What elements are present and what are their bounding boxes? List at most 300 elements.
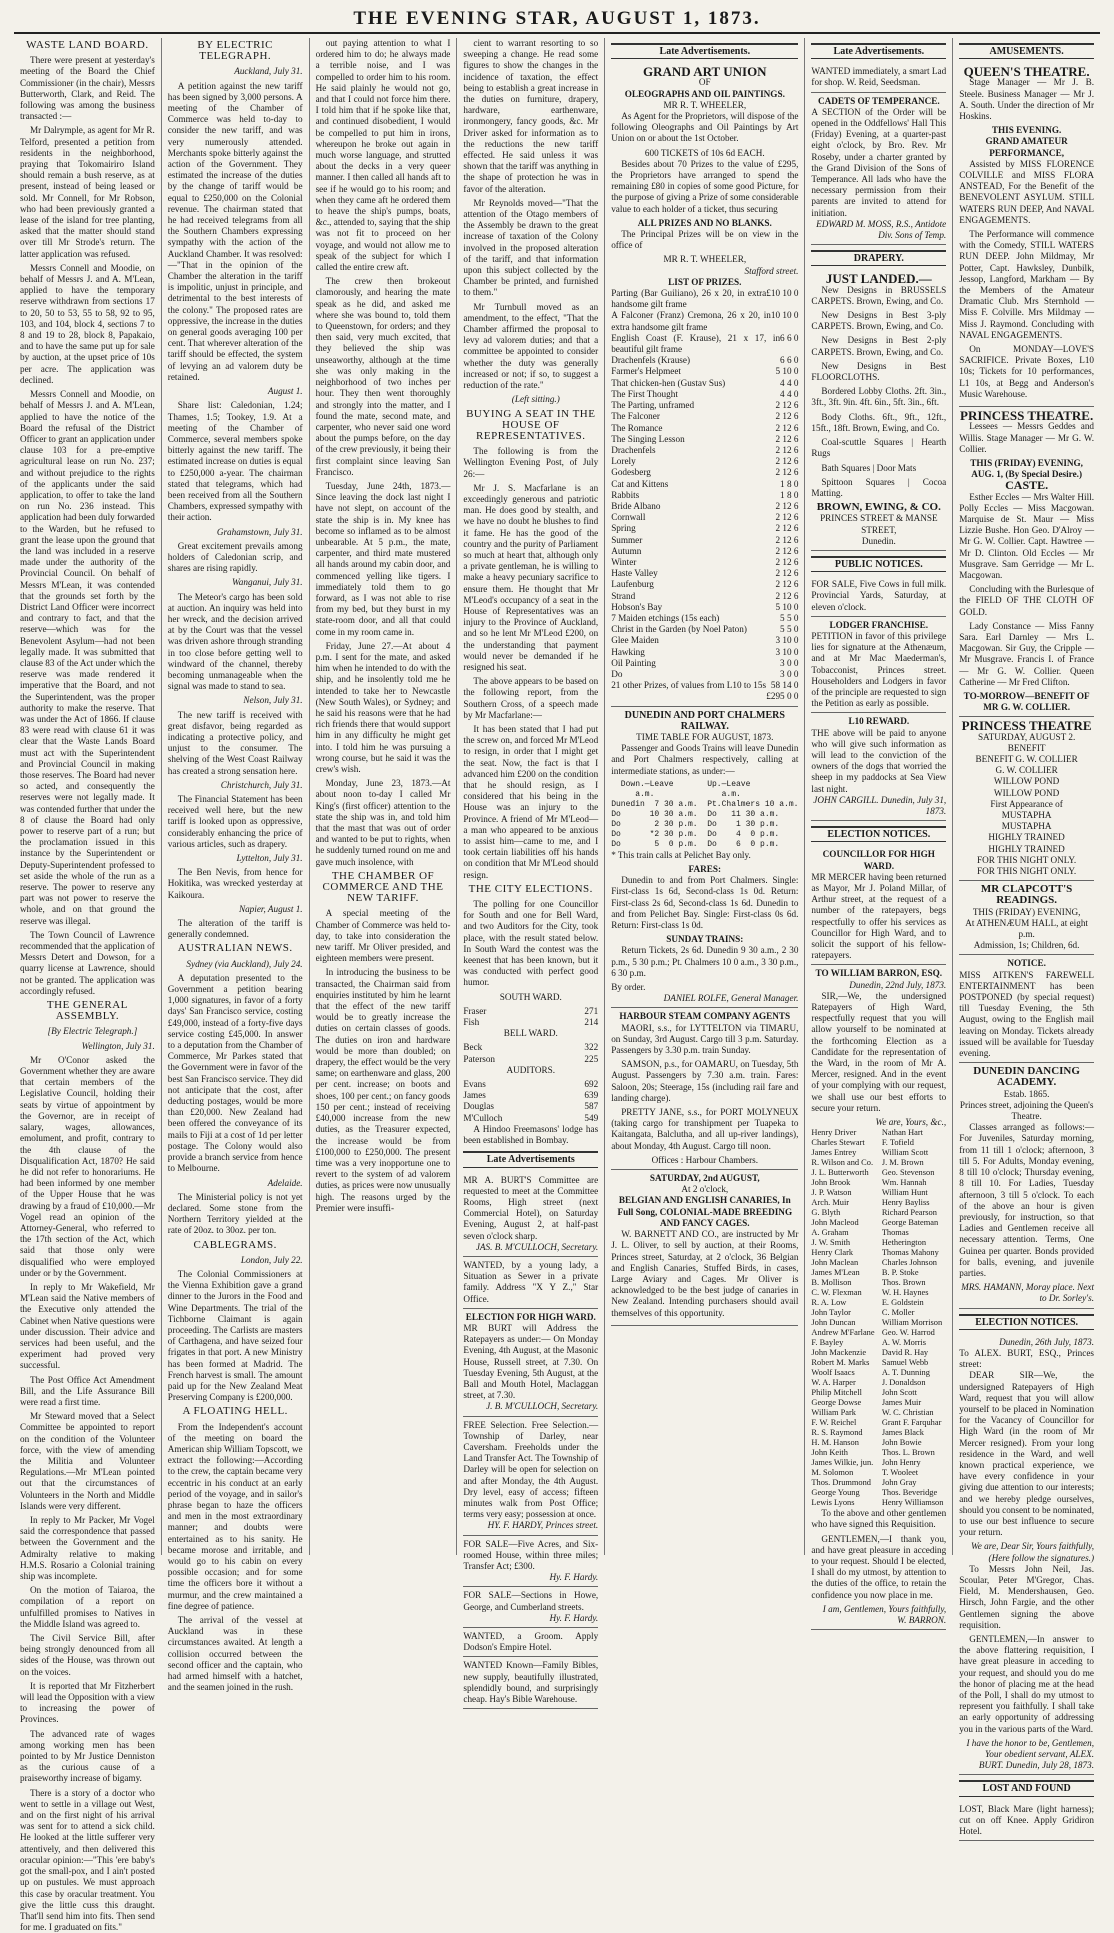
signatory-list	[811, 1128, 946, 1508]
ad-text: OF	[698, 77, 711, 88]
ad-text: New Designs in Best FLOORCLOTHS.	[811, 360, 947, 383]
prize-name: The Falconer	[611, 411, 660, 422]
signatory-name: A. W. Morris	[881, 1338, 927, 1348]
ad-text: The Principal Prizes will be on view in the office of	[611, 229, 799, 251]
section-public-notices: PUBLIC NOTICES.	[811, 556, 946, 572]
article-paragraph: Tuesday, June 24th, 1873.—Since leaving the dock last night I have not slept, on account of the state the ship is in. My knee has become so inflamed as to be almost unbearable. At 5 p.m., the mate, carpenter, and third mate mustered all hands around my cabin door, and commenced yelling like tigers. I immediately told them to go forward, as I was not able to rise from my bed, but they burst in my state-room door, and all that could come in my room came in.	[315, 480, 451, 637]
prize-name: Drachenfels (Krause)	[611, 355, 691, 366]
article-paragraph: The advanced rate of wages among working men has been pointed to by Mr Justice Denniston as the curious cause of a praiseworthy increase of bigamy.	[20, 1728, 155, 1784]
ward-label: BELL WARD.	[503, 1028, 558, 1039]
article-paragraph: A petition against the new tariff has been signed by 3,000 persons. A meeting of the Chamber of Commerce was held to-day to consider the new tariff, and was very numerously attended. Merchants spoke bitterly against the action of the Government. They estimated the increase of the duties by the change of tariff would be equal to £250,000 on the Colonial revenue. The chairman stated that he had received telegrams from all the Southern Chambers expressing sympathy with the action of the Auckland Chamber. It was resolved:—"That in the opinion of the Chamber the alteration in the tariff is impolitic, unjust in principle, and detrimental to the best interests of the colony." The proposed rates are oppressive, the increase in the duties on general goods averaging 100 per cent. That wherever alteration of the tariff should be effected, the system of levying an ad valorem duty be retained.	[167, 80, 303, 382]
ad-text: Dunedin.	[861, 535, 896, 546]
ward-label: SOUTH WARD.	[499, 991, 562, 1002]
signatory-name: A. Graham	[811, 1228, 849, 1238]
signatory-name: John Maclean	[811, 1258, 859, 1268]
candidate-name: Evans	[463, 1079, 486, 1090]
prize-row	[611, 434, 798, 445]
letter-date: Dunedin, 26th July, 1873.	[999, 1336, 1095, 1347]
article-paragraph: The Ben Nevis, from hence for Hokitika, was wrecked yesterday at Kaikoura.	[167, 867, 303, 900]
lost-advertisement	[959, 1801, 1094, 1842]
prize-name: Lorely	[611, 456, 636, 467]
signatory-name: John Gray	[881, 1478, 917, 1488]
ad-text: Offices : Harbour Chambers.	[651, 1154, 759, 1165]
harbour-steam-advertisement	[611, 1008, 798, 1170]
ad-title: HARBOUR STEAM COMPANY AGENTS	[619, 1011, 791, 1022]
signatory-name: Lewis Lyons	[811, 1498, 855, 1508]
candidate-name: Paterson	[463, 1053, 496, 1064]
signatory-name: Thomas Mahony	[881, 1248, 939, 1258]
prize-value: 2 12 6	[775, 456, 799, 467]
ad-text: GENTLEMEN,—In answer to the above flattering requisition, I have great pleasure in acceding to your request, and should you do me the honor of placing me at the head of the Poll, I shall do my utmost to represent you faithfully. I shall take an early opportunity of addressing you in the various parts of the Ward.	[959, 1634, 1095, 1734]
section-election-notices: ELECTION NOTICES.	[811, 826, 946, 842]
drapery-advertisement	[811, 270, 946, 550]
sunday-heading: SUNDAY TRAINS:	[666, 934, 744, 945]
signatory-name: F. Bayley	[811, 1338, 844, 1348]
benefit-line: BENEFIT G. W. COLLIER	[975, 753, 1078, 764]
dateline: Christchurch, July 31.	[220, 779, 303, 790]
prize-name	[611, 691, 766, 702]
prize-value: 5 5 0	[780, 624, 799, 635]
signatory-name: J. W. Smith	[811, 1238, 851, 1248]
signatory-name: James Entrey	[811, 1148, 857, 1158]
signatory-name: William Park	[811, 1408, 856, 1418]
advertisement	[463, 1657, 598, 1709]
article-paragraph: Messrs Connell and Moodie, on behalf of Messrs J. and A. M'Lean, applied to have the notice of the Board the refusal of the District Officer to grant an application under clause 103 for a pre-emptive agricultural lease on run No. 237; and without prejudice to the rights of the applicants under the said application, to offer to take the land on run No. 236 instead. This application had been duly forwarded to the Warden, but he refused to grant the lease upon the ground that the land was included in a reserve made under the authority of the Provincial Council. On behalf of Messrs M'Lean, it was contended that the grounds set forth by the District Land Officer were incorrect and contrary to fact, and that the reserve—which was for the Benevolent Asylum—had not been legally made. It was submitted that clause 83 of the Act under which the reserve was made rendered it imperative that the Board, and not the Superintendent, was the proper authority to make the reserve. That was under the Act of 1866. If clause 83 were read with clause 61 it was clear that the Waste Lands Board must act with the Superintendent and Provincial Council in making those reserves. The Board had never so acted, and consequently the reserves were not legally made. It was contended further that under the 8 of clause the Board had only power to reserve part of a run; but the proclamation issued in this instance by the Superintendent or Deputy-Superintendent professed to set aside the whole of the run as a reserve. The power to reserve any part was not power to reserve the whole, and on that ground the reserve was illegal.	[20, 389, 155, 926]
ad-text: THIS (FRIDAY) EVENING,	[972, 906, 1081, 917]
public-notice	[811, 713, 946, 821]
signatory-name: Thomas Hetherington	[881, 1228, 927, 1248]
prize-row	[611, 288, 798, 310]
ad-signature: HY. F. HARDY, Princes street.	[487, 1520, 599, 1531]
signatory-name: David R. Hay	[881, 1348, 929, 1358]
ad-text: PETITION in favor of this privilege lies for signature at the Athenæum, and at Mr Mac Maederman's, Tobacconist, Princes street. Householders and Lodgers in favor of the principle are requested to sign the Petition as early as possible.	[811, 630, 947, 709]
ad-text: GENTLEMEN,—I thank you, and have great pleasure in acceding to your request. Should I be elected, I shall do my utmost, by attention to the duties of the office, to retain the confidence you now place in me.	[811, 1533, 947, 1600]
signatory-name: John Brook	[811, 1178, 851, 1188]
benefit-lines	[959, 743, 1094, 877]
prize-value: £295 0 0	[766, 691, 799, 702]
ad-subtitle: TIME TABLE FOR AUGUST, 1873.	[636, 731, 774, 742]
signatory-name: H. M. Hanson	[811, 1438, 859, 1448]
ad-text: Passenger and Goods Trains will leave Dunedin and Port Chalmers respectively, calling at intermediate stations, as under:—	[611, 743, 799, 776]
prize-row	[611, 467, 798, 478]
article-paragraph: Mr Turnbull moved as an amendment, to the effect, "That the Chamber affirmed the proposal to levy ad valorem duties; and that a committee be appointed to consider whether the duty was generally increased or not; if so, to suggest a reduction of the rate."	[463, 301, 599, 391]
vote-count: 271	[584, 1005, 599, 1016]
article-paragraph: The Post Office Act Amendment Bill, and the Life Assurance Bill were read a first time.	[20, 1374, 155, 1407]
public-notice	[811, 576, 946, 617]
signatory-name: William Morrison	[881, 1318, 943, 1328]
prize-value: 2 12 6	[775, 422, 799, 433]
prize-value: 4 4 0	[780, 377, 799, 388]
prize-row	[611, 366, 798, 377]
section-late-advertisements: Late Advertisements	[463, 1151, 598, 1167]
column-6	[805, 38, 953, 1626]
signatory-name: James M'Lean	[811, 1268, 860, 1278]
ad-text: Bordered Lobby Cloths. 2ft. 3in., 3ft., 3ft. 9in. 4ft. 6in., 5ft. 3in., 6ft.	[811, 386, 947, 408]
result-row	[463, 1054, 598, 1065]
article-paragraph: There were present at yesterday's meeting of the Board the Chief Commissioner (in the chair), Messrs Butterworth, Clark, and Reid. The following was among the business transacted :—	[20, 55, 155, 122]
prize-row	[611, 680, 798, 691]
result-row	[463, 1113, 598, 1124]
signatory-name: Charles Stewart	[811, 1138, 865, 1148]
signatory-name: Philip Mitchell	[811, 1388, 862, 1398]
ad-signature: I am, Gentlemen, Yours faithfully, W. BARRON.	[822, 1603, 947, 1626]
candidate-name: Beck	[463, 1042, 483, 1053]
train-timetable: Down.—Leave Up.—Leave a.m. a.m. Dunedin 7 30 a.m. Pt.Chalmers 10 a.m. Do 10 30 a.m. Do 11 30 a.m. Do 2 30 p.m. Do 1 30 p.m. Do *2 30 p.m. Do 4 0 p.m. Do 5 0 p.m. Do 6 0 p.m.	[611, 779, 799, 849]
ad-text: Spittoon Squares | Cocoa Matting.	[811, 476, 947, 498]
benefit-line: HIGHLY TRAINED	[988, 843, 1065, 854]
prize-value: 2 12 6	[775, 579, 799, 590]
ad-signature: MRS. HAMANN, Moray place. Next to Dr. Sorley's.	[961, 1282, 1095, 1304]
princess-theatre-advertisement	[959, 407, 1094, 717]
advertisement	[463, 1172, 598, 1257]
ad-text: WANTED, a Groom. Apply Dodson's Empire Hotel.	[463, 1631, 599, 1653]
signatory-name: Wm. Hannah	[881, 1178, 927, 1188]
benefit-line: G. W. COLLIER	[995, 765, 1058, 776]
ad-text: New Designs in BRUSSELS CARPETS. Brown, Ewing, and Co.	[811, 284, 947, 306]
signatory-name: Henry Williamson	[881, 1498, 944, 1508]
burt-requisition	[959, 1334, 1094, 1776]
dateline: Auckland, July 31.	[234, 66, 303, 77]
letter-date: Dunedin, 22nd July, 1873.	[849, 979, 947, 990]
prize-value: 2 12 6	[775, 512, 799, 523]
prize-name: The Parting, unframed	[611, 400, 695, 411]
dateline: Grahamstown, July 31.	[216, 526, 303, 537]
signatory-name: F. W. Reichel	[811, 1418, 857, 1428]
ad-text: MR A. BURT'S Committee are requested to meet at the Committee Rooms, High street (next Commercial Hotel), on Saturday Evening, August 2, at half-past seven o'clock sharp.	[463, 1174, 599, 1241]
article-heading-floating-hell: A FLOATING HELL.	[182, 1405, 288, 1418]
prize-value: 2 12 6	[775, 444, 799, 455]
section-amusements: AMUSEMENTS.	[959, 43, 1094, 59]
signatory-name: John Keith	[811, 1448, 848, 1458]
signatory-name: Thos. Drummond	[811, 1478, 871, 1488]
prize-name: Hawking	[611, 646, 645, 657]
prize-value: 58 14 0	[770, 680, 799, 691]
prize-row	[611, 490, 798, 501]
auction-advertisement	[611, 1170, 798, 1326]
ad-text: DEAR SIR—We, the undersigned Ratepayers of High Ward, request that you will allow yourself to be placed in Nomination for the Vacancy of Councillor for High Ward (in the room of Mr Mercer resigned). From your long residence in the Ward, and well known practical experience, we have every confidence in your giving due attention to our interests; and we hereby pledge ourselves, should you consent to be nominated, to use our best influence to secure your return.	[959, 1370, 1095, 1538]
signatory-name: Richard Pearson	[881, 1208, 937, 1218]
ad-text: FOR SALE, Five Cows in full milk. Provincial Yards, Saturday, at eleven o'clock.	[811, 579, 947, 612]
ad-text: WANTED Known—Family Bibles, new supply, beautifully illustrated, splendidly bound, and surprisingly cheap. Hay's Bible Warehouse.	[463, 1660, 599, 1705]
ad-text: Estab. 1865.	[1003, 1088, 1050, 1099]
signatory-name: Geo. Stevenson	[881, 1168, 935, 1178]
prize-row	[611, 423, 798, 434]
signatory-name: T. Wooleet	[881, 1468, 919, 1478]
prize-row	[611, 635, 798, 646]
prize-row	[611, 602, 798, 613]
article-heading-cablegrams: CABLEGRAMS.	[193, 1238, 277, 1251]
prize-name: Parting (Bar Guiliano), 26 x 20, in extra handsome gilt frame	[611, 288, 767, 310]
signatory-name: C. Moller	[881, 1308, 915, 1318]
notice-advertisement	[959, 955, 1094, 1063]
signatory-name: A. T. Dunning	[881, 1368, 930, 1378]
column-2	[162, 38, 310, 1693]
prize-value: £10 10 0	[766, 288, 799, 299]
prize-value: 3 10 0	[775, 635, 799, 646]
signatory-name: W. A. Harper	[811, 1378, 856, 1388]
ad-text: MISS AITKEN'S FAREWELL ENTERTAINMENT has been POSTPONED (by special request) till Tuesday Evening, the 5th August, owing to the English mail leaving on Monday. Tickets already issued will be available for Tuesday evening.	[959, 969, 1095, 1059]
candidate-name: Fraser	[463, 1005, 487, 1016]
ad-text: Admission, 1s; Children, 6d.	[973, 940, 1080, 951]
prize-list-heading: LIST OF PRIZES.	[668, 276, 742, 287]
signatory-name: W. C. Christian	[881, 1408, 934, 1418]
prize-row	[611, 691, 798, 702]
result-row	[463, 1101, 598, 1112]
advertisement	[463, 1257, 598, 1309]
prize-value: 2 12 6	[775, 400, 799, 411]
fares-heading: FARES:	[688, 864, 722, 874]
ad-text: THIS EVENING.	[991, 125, 1062, 136]
benefit-line: MUSTAPHA	[1001, 821, 1052, 832]
prize-name: The Romance	[611, 422, 663, 433]
advertisement	[463, 1536, 598, 1588]
advertisement	[463, 1417, 598, 1536]
ad-signature: Hy. F. Hardy.	[549, 1612, 599, 1623]
article-paragraph: It is reported that Mr Fitzherbert will lead the Opposition with a view to increasing the power of Provinces.	[20, 1680, 155, 1725]
dateline: Adelaide.	[267, 1177, 303, 1188]
prize-name: Hobson's Bay	[611, 601, 663, 612]
ad-text: W. BARNETT AND CO., are instructed by Mr J. L. Oliver, to sell by auction, at their Rooms, Princes street, Saturday, at 2 o'clock, 36 Belgian and English Canaries, Stuffed Birds, in cases, Large Aviary and Cages. Mr Oliver is acknowledged to be the best judge of canaries in New Zealand. Intending purchasers should avail themselves of this opportunity.	[611, 1229, 799, 1318]
advertisement	[811, 93, 946, 246]
ad-text: Stage Manager — Mr J. B. Steele. Business Manager — Mr J. A. South. Under the direction of Mr Hoskins.	[959, 77, 1095, 122]
firm-name: BROWN, EWING, & CO.	[816, 501, 941, 514]
signatory-name: Thos. L. Brown	[881, 1448, 935, 1458]
prize-value: 2 12 6	[775, 590, 799, 601]
ad-text: FOR SALE—Sections in Howe, George, and Cumberland streets.	[463, 1590, 599, 1612]
prize-name: Winter	[611, 556, 637, 567]
signatory-name: Henry Driver	[811, 1128, 857, 1138]
prize-row	[611, 568, 798, 579]
prize-row	[611, 456, 798, 467]
ad-text: 600 TICKETS of 10s 6d EACH.	[644, 147, 765, 158]
ad-text: SIR,—We, the undersigned Ratepayers of High Ward, respectfully request that you will allow yourself to be nominated at the forthcoming Election as a Candidate for the representation of the Ward, in the room of Mr A. Mercer, resigned. And in the event of your complying with our request, we shall use our best efforts to secure your return.	[811, 990, 947, 1113]
dateline: London, July 22.	[240, 1254, 303, 1265]
prize-value: 2 12 6	[775, 556, 799, 567]
dateline: Nelson, July 31.	[243, 695, 303, 706]
ad-text: At 2 o'clock,	[681, 1184, 729, 1195]
signatory-name: Grant F. Farquhar	[881, 1418, 942, 1428]
article-paragraph: Mr Steward moved that a Select Committee be appointed to report on the condition of the Volunteer force, with the view of amending the Militia and Volunteer Regulations.—Mr M'Lean pointed out that the circumstances of Volunteers in the North and Middle Islands were very different.	[20, 1411, 155, 1511]
prize-row	[611, 579, 798, 590]
readings-advertisement	[959, 881, 1094, 955]
vote-count: 214	[584, 1017, 599, 1028]
vote-count: 322	[584, 1042, 599, 1053]
signatory-name: James Wilkie, jun.	[811, 1458, 874, 1468]
prize-name: Christ in the Garden (by Noel Paton)	[611, 624, 747, 635]
signatory-name: John Mackenzie	[811, 1348, 867, 1358]
prize-name: 7 Maiden etchings (15s each)	[611, 612, 720, 623]
ad-text: MR R. T. WHEELER,	[663, 254, 747, 265]
prize-name: English Coast (F. Krause), 21 x 17, in beautiful gilt frame	[611, 332, 781, 355]
article-paragraph: It has been stated that I had put the screw on, and forced Mr M'Leod to resign, in order that I might get the seat. Now, the fact is that I advanced him £200 on the condition that he should resign, as I considered that his being in the House was an injury to the Province. A friend of Mr M'Leod—a man who appeared to be anxious to assist him—came to me, and I took certain liabilities off his hands on condition that Mr M'Leod should resign.	[463, 723, 599, 880]
ad-text: THIS (FRIDAY) EVENING, AUG. 1, (By Special Desire.)	[970, 457, 1083, 480]
signatory-name: Nathan Hart	[881, 1128, 923, 1138]
ad-signature: We are, Dear Sir, Yours faithfully, (Here follow the signatures.)	[970, 1541, 1095, 1563]
ad-title: SATURDAY, 2nd AUGUST,	[649, 1173, 760, 1184]
prize-value: 5 5 0	[780, 612, 799, 623]
prize-row	[611, 647, 798, 658]
prize-row	[611, 445, 798, 456]
section-late-advertisements: Late Advertisements.	[611, 43, 798, 59]
ad-text: Return Tickets, 2s 6d. Dunedin 9 30 a.m., 2 30 p.m., 5 30 p.m.; Pt. Chalmers 10 0 a.m., 3 30 p.m., 6 30 p.m.	[611, 945, 799, 978]
ad-text: TO-MORROW—BENEFIT OF MR G. W. COLLIER.	[963, 690, 1090, 713]
prize-row	[611, 378, 798, 389]
article-paragraph: Friday, June 27.—At about 4 p.m. I sent for the mate, and asked him when he intended to do with the ship, and he insolently told me he intended to take her to Newcastle (New South Wales), or Sydney; and he said his reasons were that he had rich friends there that would support him in any difficulty he might get into. I told him he was pursuing a wrong course, but he said it was the crew's wish.	[315, 640, 451, 774]
prize-value: 2 12 6	[775, 523, 799, 534]
article-paragraph: A special meeting of the Chamber of Commerce was held to-day, to take into consideration the new tariff. Mr Oliver presided, and eighteen members were present.	[315, 908, 451, 964]
left-sitting-note: (Left sitting.)	[511, 394, 560, 405]
signatory-name: Arch. Muir	[811, 1198, 850, 1208]
advertisement	[811, 63, 946, 92]
candidate-name: M'Culloch	[463, 1112, 503, 1123]
article-paragraph: On the motion of Taiaroa, the compilation of a report on unfulfilled promises to Natives in the Middle Island was agreed to.	[20, 1585, 155, 1629]
prize-name: That chicken-hen (Gustav Sus)	[611, 377, 726, 388]
ad-text: Princes street, adjoining the Queen's Theatre.	[959, 1099, 1094, 1122]
ad-text: Lessees — Messrs Geddes and Willis. Stage Manager — Mr G. W. Collier.	[959, 421, 1095, 454]
article-paragraph: The alteration of the tariff is generally condemned.	[167, 918, 303, 940]
vote-count: 587	[584, 1101, 599, 1112]
ad-signature: Hy. F. Hardy.	[549, 1572, 599, 1583]
ad-heading: L10 REWARD.	[848, 716, 910, 727]
ad-subtitle: OLEOGRAPHS AND OIL PAINTINGS.	[624, 88, 785, 99]
ad-signature: JAS. B. M'CULLOCH, Secretary.	[475, 1241, 599, 1252]
signatory-name: Andrew M'Farlane	[811, 1328, 875, 1338]
benefit-line: FOR THIS NIGHT ONLY.	[977, 854, 1077, 865]
signatory-name: J. P. Watson	[811, 1188, 852, 1198]
signatory-name: E. Goldstein	[881, 1298, 924, 1308]
article-paragraph: out paying attention to what I ordered him to do; he always made a terrible noise, and I was compelled to order him to his room. He said plainly he would not go, and that I could not force him there. I told him that if he spoke like that, and continued disobedient, I would be compelled to put him in irons, whereupon he broke out again in much worse language, and strutted about the decks in a very queer manner. I then called all hands aft to see if he would go to his room; and when they came aft he ordered them to heave the ship's pumps, boats, &c., attended to, saying that the ship was not fit to proceed on her voyage, and would not allow me to speak of the subject for which I called the entire crew aft.	[315, 38, 451, 273]
prize-value: 5 10 0	[775, 366, 799, 377]
ad-title: GRAND ART UNION	[643, 64, 767, 80]
prize-value: 6 6 0	[780, 332, 799, 343]
signatory-name: Robert M. Marks	[811, 1358, 870, 1368]
ad-text: PRETTY JANE, s.s., for PORT MOLYNEUX (taking cargo for transhipment per Tuapeka to Kaitangata, Balclutha, and all up-river landings), about Monday, 4th August. Cargo till noon.	[611, 1107, 799, 1151]
ad-text: MR MERCER having been returned as Mayor, Mr J. Poland Millar, of Arthur street, at the request of a number of the ratepayers, begs respectfully to offer his services as Councillor for High Ward, and to solicit the support of his fellow-ratepayers.	[811, 871, 947, 961]
article-heading-general-assembly: THE GENERAL ASSEMBLY.	[46, 999, 128, 1023]
ad-text: ALL PRIZES AND NO BLANKS.	[637, 217, 772, 228]
article-paragraph: Messrs Connell and Moodie, on behalf of Messrs J. and A. M'Lean, applied to have the temporary reserve withdrawn from sections 17 to 20, 50 to 53, 55 to 58, 92 to 95, 103, and 104, block 4, sections 7 to 8 and 19 to 28, block 8, Papakaio, and to have the same put up for sale by auction, at the upset price of 10s per acre. The application was declined.	[20, 262, 155, 385]
prize-value: 5 10 0	[775, 601, 799, 612]
prize-name: Farmer's Helpmeet	[611, 366, 681, 377]
ad-text: MAORI, s.s., for LYTTELTON via TIMARU, on Sunday, 3rd August. Cargo till 3 p.m. Saturday. Passengers by 3.30 p.m. train Sunday.	[611, 1022, 799, 1056]
prize-name: Oil Painting	[611, 657, 656, 668]
article-paragraph: The above appears to be based on the following report, from the Southern Cross, of a speech made by Mr Macfarlane:—	[463, 676, 599, 720]
prize-name: Cornwall	[611, 512, 646, 523]
ad-text: New Designs in Best 2-ply CARPETS. Brown, Ewing, and Co.	[811, 335, 947, 357]
article-paragraph: The new tariff is received with great disfavor, being regarded as indicating a protective policy, and unjust to the consumer. The shelving of the West Coast Railway has created a strong sensation here.	[167, 709, 303, 776]
vote-count: 639	[584, 1090, 599, 1101]
signatory-name: J. L. Butterworth	[811, 1168, 869, 1178]
prize-name: The Singing Lesson	[611, 433, 685, 444]
signatory-name: John Macleod	[811, 1218, 859, 1228]
prize-value: 1 8 0	[780, 478, 799, 489]
article-paragraph: Share list: Caledonian, 1.24; Thames, 1.5; Tookey, 1.9. At a meeting of the Chamber of Commerce, several members spoke bitterly against the new tariff. The estimated increase on duties is equal to £250,000 a-year. The chairman stated that telegrams, which had been received from all the Southern Chambers, expressed sympathy with their action.	[167, 400, 303, 523]
prize-list	[611, 288, 798, 703]
signatory-name: R. S. Raymond	[811, 1428, 863, 1438]
ad-text: A SECTION of the Order will be opened in the Oddfellows' Hall This (Friday) Evening, at a quarter-past eight o'clock, by Bro. Rev. Mr Roseby, under a charter granted by the Grand Division of the Sons of Temperance. All lads who have the necessary permission from their parents are invited to attend for initiation.	[811, 106, 947, 218]
signatory-name: R. Wilson and Co.	[811, 1158, 874, 1168]
section-drapery: DRAPERY.	[811, 250, 946, 266]
ad-text: MR BURT will Address the Ratepayers as under:— On Monday Evening, 4th August, at the Masonic House, Russell street, at 7.30. On Tuesday Evening, 5th August, at the Ball and Mouth Hotel, Maclaggan street, at 7.30.	[463, 1322, 599, 1401]
signatory-name: M. Solomon	[811, 1468, 854, 1478]
benefit-line: FOR THIS NIGHT ONLY.	[977, 866, 1077, 877]
ad-text: Bath Squares | Door Mats	[821, 462, 917, 473]
prize-row	[611, 546, 798, 557]
signatory-name: James Muir	[881, 1398, 922, 1408]
signatory-name: Samuel Webb	[881, 1358, 929, 1368]
ad-title: PRINCESS THEATRE	[961, 718, 1092, 734]
prize-name: Drachenfels	[611, 444, 656, 455]
ad-text: By order.	[611, 982, 646, 993]
prize-value: 3 0 0	[780, 657, 799, 668]
prize-row	[611, 624, 798, 635]
ad-title: QUEEN'S THEATRE.	[963, 64, 1090, 80]
ad-signature: J. B. M'CULLOCH, Secretary.	[486, 1401, 599, 1412]
advertisement	[463, 1587, 598, 1628]
prize-row	[611, 501, 798, 512]
ad-text: FOR SALE—Five Acres, and Six-roomed House, within three miles; Transfer Act; £300.	[463, 1538, 599, 1571]
prize-value: 10 10 0	[770, 310, 799, 321]
benefit-line: WILLOW POND	[993, 787, 1060, 798]
ad-heading: TO WILLIAM BARRON, ESQ.	[815, 968, 943, 979]
ad-signature: JOHN CARGILL. Dunedin, July 31, 1873.	[813, 794, 947, 816]
ad-text: As Agent for the Proprietors, will dispose of the following Oleographs and Oil Paintings by Art Union on or about the 1st October.	[611, 111, 799, 144]
ad-subtitle: BELGIAN AND ENGLISH CANARIES, In Full Song, COLONIAL-MADE BREEDING AND FANCY CAGES.	[617, 1195, 793, 1228]
prize-value: 1 8 0	[780, 489, 799, 500]
signatory-name: George Bateman	[881, 1218, 939, 1228]
section-late-advertisements: Late Advertisements.	[811, 43, 946, 59]
prize-name: 21 other Prizes, of values from L10 to 15s	[611, 680, 767, 691]
ad-text: Concluding with the Burlesque of the FIELD OF THE CLOTH OF GOLD.	[959, 584, 1095, 617]
signatory-name: G. Blyth	[811, 1208, 841, 1218]
column-7	[953, 38, 1100, 1837]
signatory-name: George Dowse	[811, 1398, 862, 1408]
prize-name: The First Thought	[611, 388, 678, 399]
ad-text: Lady Constance — Miss Fanny Sara. Earl Darnley — Mrs L. Macgowan. Sir Guy, the Cripple — Mr Musgrave. Francis I. of France — Mr G. W. Collier. Queen Catherine — Mr Fred Clifton.	[959, 620, 1095, 687]
prize-row	[611, 535, 798, 546]
ad-text: Esther Eccles — Mrs Walter Hill. Polly Eccles — Miss Macgowan. Marquise de St. Maur — Miss Lizzie Bushe. Hon Geo. D'Alroy — Mr G. W. Collier. Capt. Hawtree — Mr D. Clinton. Old Eccles — Mr Musgrave. Sam Gerridge — Mr L. Macgowan.	[959, 491, 1095, 580]
prize-value: 6 6 0	[780, 355, 799, 366]
ad-signature: EDWARD M. MOSS, R.S., Antidote Div. Sons of Temp.	[816, 218, 947, 241]
ad-title: JUST LANDED.—	[825, 271, 932, 287]
signatory-name: John Taylor	[811, 1308, 851, 1318]
article-paragraph: In reply to Mr Packer, Mr Vogel said the correspondence that passed between the Government and the Admiralty relative to making H.M.S. Rosario a Colonial training ship was incomplete.	[20, 1515, 155, 1582]
dateline: Napier, August 1.	[238, 903, 303, 914]
article-paragraph: The following is from the Wellington Evening Post, of July 26:—	[463, 446, 599, 479]
ad-text: MR R. T. WHEELER,	[663, 99, 747, 110]
ad-text: THE above will be paid to anyone who will give such information as will lead to the conviction of the owners of the dogs that worried the sheep in my paddocks at Sea View last night.	[811, 727, 947, 794]
prize-name: Do	[611, 668, 623, 679]
benefit-line: HIGHLY TRAINED	[988, 832, 1065, 843]
column-4	[457, 38, 605, 1705]
article-paragraph: Great excitement prevails among holders of Caledonian scrip, and shares are rising rapidly.	[167, 540, 303, 574]
prize-value: 3 10 0	[775, 646, 799, 657]
ad-text: WANTED, by a young lady, a Situation as Sewer in a private family. Address "X Y Z.," Star Office.	[463, 1259, 599, 1304]
signatory-name: William Hunt	[881, 1188, 928, 1198]
result-row	[463, 1017, 598, 1028]
article-paragraph: The Financial Statement has been received well here, but the new tariff is looked upon as oppressive, considerably enhancing the price of various articles, such as drapery.	[167, 794, 303, 849]
ad-text: At ATHENÆUM HALL, at eight p.m.	[965, 917, 1088, 940]
news-note: A Hindoo Freemasons' lodge has been established in Bombay.	[463, 1123, 599, 1146]
article-heading-electric-telegraph: BY ELECTRIC TELEGRAPH.	[197, 39, 274, 63]
prize-name: Strand	[611, 590, 636, 601]
article-paragraph: Mr Dalrymple, as agent for Mr R. Telford, presented a petition from residents in the neighborhood, praying that Tokomairiro Island should remain a bush reserve, as at present, instead of being leased or sold. Mr Connell, for Mr Robson, who had been previously granted a lease of the island for tree planting, asked that the matter should stand over till Mr Strode's return. The latter application was refused.	[20, 125, 155, 259]
signatory-name: Thos. Brown	[881, 1278, 926, 1288]
column-3	[310, 38, 458, 1555]
prize-row	[611, 669, 798, 680]
signatory-name: William Scott	[881, 1148, 929, 1158]
prize-name: Glee Maiden	[611, 635, 659, 646]
